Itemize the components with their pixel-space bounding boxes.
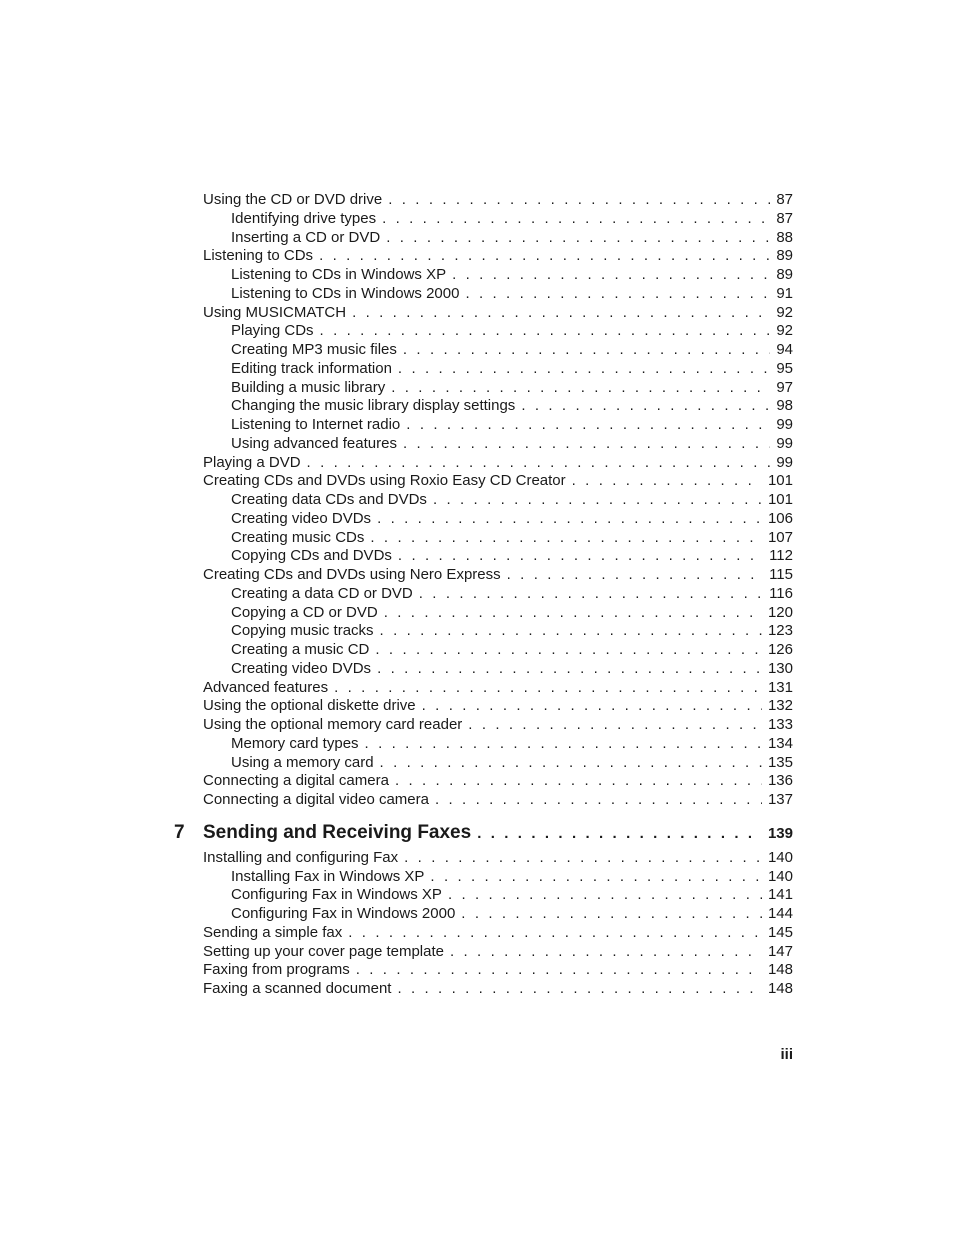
toc-entry[interactable] [203,285,793,304]
dot-leader [406,416,770,435]
toc-entry-page: 148 [767,980,793,997]
toc-entry-label: Configuring Fax in Windows 2000 [231,905,456,922]
toc-entry-page: 130 [767,659,793,677]
toc-entry[interactable] [203,191,793,210]
toc-entry-label: Using a memory card [231,753,374,771]
toc-entry-label: Using the optional diskette drive [203,697,416,715]
toc-entry-page: 147 [767,942,793,960]
toc-entry[interactable] [203,886,793,905]
toc-entry[interactable] [203,360,793,379]
toc-entry[interactable] [203,791,793,810]
dot-leader [384,604,762,623]
dot-leader [382,210,770,229]
toc-entry-page: 115 [769,566,793,583]
dot-leader [370,529,762,548]
dot-leader [521,397,770,416]
toc-entry-label: Creating video DVDs [231,509,372,527]
toc-entry-page: 135 [767,753,793,771]
dot-leader [319,247,770,266]
dot-leader [433,491,762,510]
dot-leader [380,754,762,773]
toc-entry-page: 140 [767,848,793,866]
toc-entry[interactable] [203,454,793,473]
toc-entry-page: 123 [767,622,793,640]
toc-entry-page: 136 [767,772,793,790]
toc-entry-page: 92 [776,322,793,340]
dot-leader [375,641,762,660]
toc-entry-label: Listening to CDs [203,247,314,265]
toc-entry-page: 137 [767,791,793,808]
dot-leader [403,341,770,360]
toc-entry[interactable] [203,679,793,698]
toc-entry-label: Listening to CDs in Windows XP [231,266,447,283]
chapter-heading[interactable] [174,821,793,845]
dot-leader [307,454,771,473]
toc-entry[interactable] [203,868,793,887]
toc-entry[interactable] [203,210,793,229]
dot-leader [430,868,762,887]
toc-entry[interactable] [203,416,793,435]
toc-entry-page: 91 [776,284,793,302]
toc-entry-label: Identifying drive types [231,209,377,227]
toc-entry[interactable] [203,905,793,924]
toc-entry-label: Copying a CD or DVD [231,603,378,621]
toc-entry[interactable] [203,622,793,641]
toc-entry-label: Using advanced features [231,434,397,452]
toc-entry-page: 97 [776,378,793,396]
toc-entry-label: Creating CDs and DVDs using Roxio Easy CD Creator [203,472,566,490]
toc-entry[interactable] [203,547,793,566]
dot-leader [468,716,762,735]
toc-entry-label: Using the CD or DVD drive [203,191,383,208]
toc-entry-page: 87 [776,209,793,227]
toc-entry-page: 101 [767,491,793,508]
toc-entry-page: 87 [776,191,793,208]
toc-entry-label: Editing track information [231,359,392,377]
toc-entry-page: 89 [776,266,793,283]
toc-entry-page: 140 [767,867,793,885]
dot-leader [388,191,770,210]
toc-entry-page: 92 [776,303,793,321]
toc-entry-page: 148 [767,961,793,979]
toc-entry-page: 107 [767,528,793,546]
toc-entry-label: Creating MP3 music files [231,341,397,358]
toc-entry-page: 101 [767,472,793,490]
toc-entry[interactable] [203,980,793,999]
toc-entry-label: Creating music CDs [231,528,365,546]
dot-leader [477,825,762,842]
toc-entry-page: 99 [776,434,793,452]
toc-entry[interactable] [203,379,793,398]
toc-entry[interactable] [203,735,793,754]
dot-leader [419,585,763,604]
toc-entry-label: Listening to Internet radio [231,416,401,433]
toc-entry-label: Sending a simple fax [203,923,343,941]
toc-entry[interactable] [203,641,793,660]
dot-leader [572,472,762,491]
toc-entry-page: 126 [767,641,793,658]
dot-leader [404,849,762,868]
toc-entry-label: Copying music tracks [231,622,374,640]
toc-entry-page: 89 [776,247,793,265]
dot-leader [397,980,762,999]
toc-entry[interactable] [203,604,793,623]
toc-entry[interactable] [203,472,793,491]
toc-entry-page: 133 [767,716,793,733]
dot-leader [391,379,770,398]
toc-entry[interactable] [203,924,793,943]
dot-leader [395,772,762,791]
dot-leader [377,510,762,529]
toc-entry-page: 95 [776,359,793,377]
toc-entry-page: 98 [776,397,793,415]
toc-entry[interactable] [203,529,793,548]
dot-leader [435,791,762,810]
toc-entry[interactable] [203,585,793,604]
dot-leader [450,943,762,962]
toc-entry-label: Using MUSICMATCH [203,303,347,321]
dot-leader [348,924,762,943]
chapter-page-number: 139 [767,824,793,842]
toc-entry-label: Creating CDs and DVDs using Nero Express [203,566,501,583]
toc-entry-label: Configuring Fax in Windows XP [231,886,442,904]
toc-entry-page: 131 [767,678,793,696]
toc-entry[interactable] [203,943,793,962]
dot-leader [403,435,770,454]
chapter-title: Sending and Receiving Faxes [203,821,472,843]
toc-entry[interactable] [203,247,793,266]
toc-entry-page: 120 [767,603,793,621]
toc-entry[interactable] [203,849,793,868]
toc-entry[interactable] [203,229,793,248]
toc-entry-label: Listening to CDs in Windows 2000 [231,284,460,302]
toc-entry-page: 144 [767,905,793,922]
toc-entry-page: 99 [776,453,793,471]
toc-entry-label: Creating data CDs and DVDs [231,491,427,508]
dot-leader [398,360,770,379]
table-of-contents [174,191,793,999]
toc-entry-label: Installing and configuring Fax [203,848,399,866]
toc-entry-label: Advanced features [203,678,329,696]
toc-entry-page: 145 [767,923,793,941]
toc-entry-page: 116 [769,584,793,602]
toc-entry-page: 112 [769,547,793,565]
toc-entry-label: Faxing a scanned document [203,980,392,997]
toc-entry-page: 106 [767,509,793,527]
toc-entry[interactable] [203,697,793,716]
dot-leader [377,660,762,679]
page-number: iii [780,1046,793,1063]
dot-leader [380,622,762,641]
toc-entry[interactable] [203,397,793,416]
toc-entry[interactable] [203,304,793,323]
toc-entry-label: Inserting a CD or DVD [231,228,381,246]
toc-entry-label: Building a music library [231,378,386,396]
dot-leader [386,229,770,248]
toc-entry-page: 99 [776,416,793,433]
toc-entry-label: Using the optional memory card reader [203,716,463,733]
toc-entry-label: Creating a music CD [231,641,370,658]
toc-entry-label: Connecting a digital camera [203,772,389,790]
toc-entry-label: Playing CDs [231,322,314,340]
dot-leader [422,697,762,716]
toc-entry-label: Installing Fax in Windows XP [231,867,425,885]
dot-leader [365,735,762,754]
toc-entry[interactable] [203,566,793,585]
toc-section-fax [203,849,793,999]
dot-leader [352,304,770,323]
toc-entry[interactable] [203,716,793,735]
toc-entry-label: Creating a data CD or DVD [231,584,413,602]
toc-entry-label: Creating video DVDs [231,659,372,677]
toc-entry[interactable] [203,754,793,773]
toc-entry[interactable] [203,266,793,285]
dot-leader [356,961,762,980]
toc-entry-page: 94 [776,341,793,358]
toc-entry-page: 134 [767,734,793,752]
toc-section-media [203,191,793,810]
toc-entry[interactable] [203,961,793,980]
dot-leader [334,679,762,698]
toc-entry-label: Playing a DVD [203,453,301,471]
toc-entry[interactable] [203,510,793,529]
dot-leader [398,547,763,566]
dot-leader [448,886,762,905]
toc-entry[interactable] [203,435,793,454]
toc-entry-label: Changing the music library display settings [231,397,516,415]
toc-entry-label: Setting up your cover page template [203,942,444,960]
toc-entry-label: Connecting a digital video camera [203,791,429,808]
dot-leader [452,266,770,285]
toc-entry[interactable] [203,341,793,360]
toc-entry-label: Memory card types [231,734,359,752]
toc-entry-label: Faxing from programs [203,961,350,979]
toc-entry-page: 132 [767,697,793,715]
toc-entry-page: 88 [776,228,793,246]
dot-leader [507,566,763,585]
toc-entry[interactable] [203,660,793,679]
toc-entry[interactable] [203,491,793,510]
toc-entry[interactable] [203,322,793,341]
toc-entry[interactable] [203,772,793,791]
dot-leader [465,285,770,304]
toc-entry-label: Copying CDs and DVDs [231,547,392,565]
chapter-number: 7 [174,821,185,843]
toc-entry-page: 141 [767,886,793,904]
dot-leader [461,905,762,924]
dot-leader [320,322,771,341]
